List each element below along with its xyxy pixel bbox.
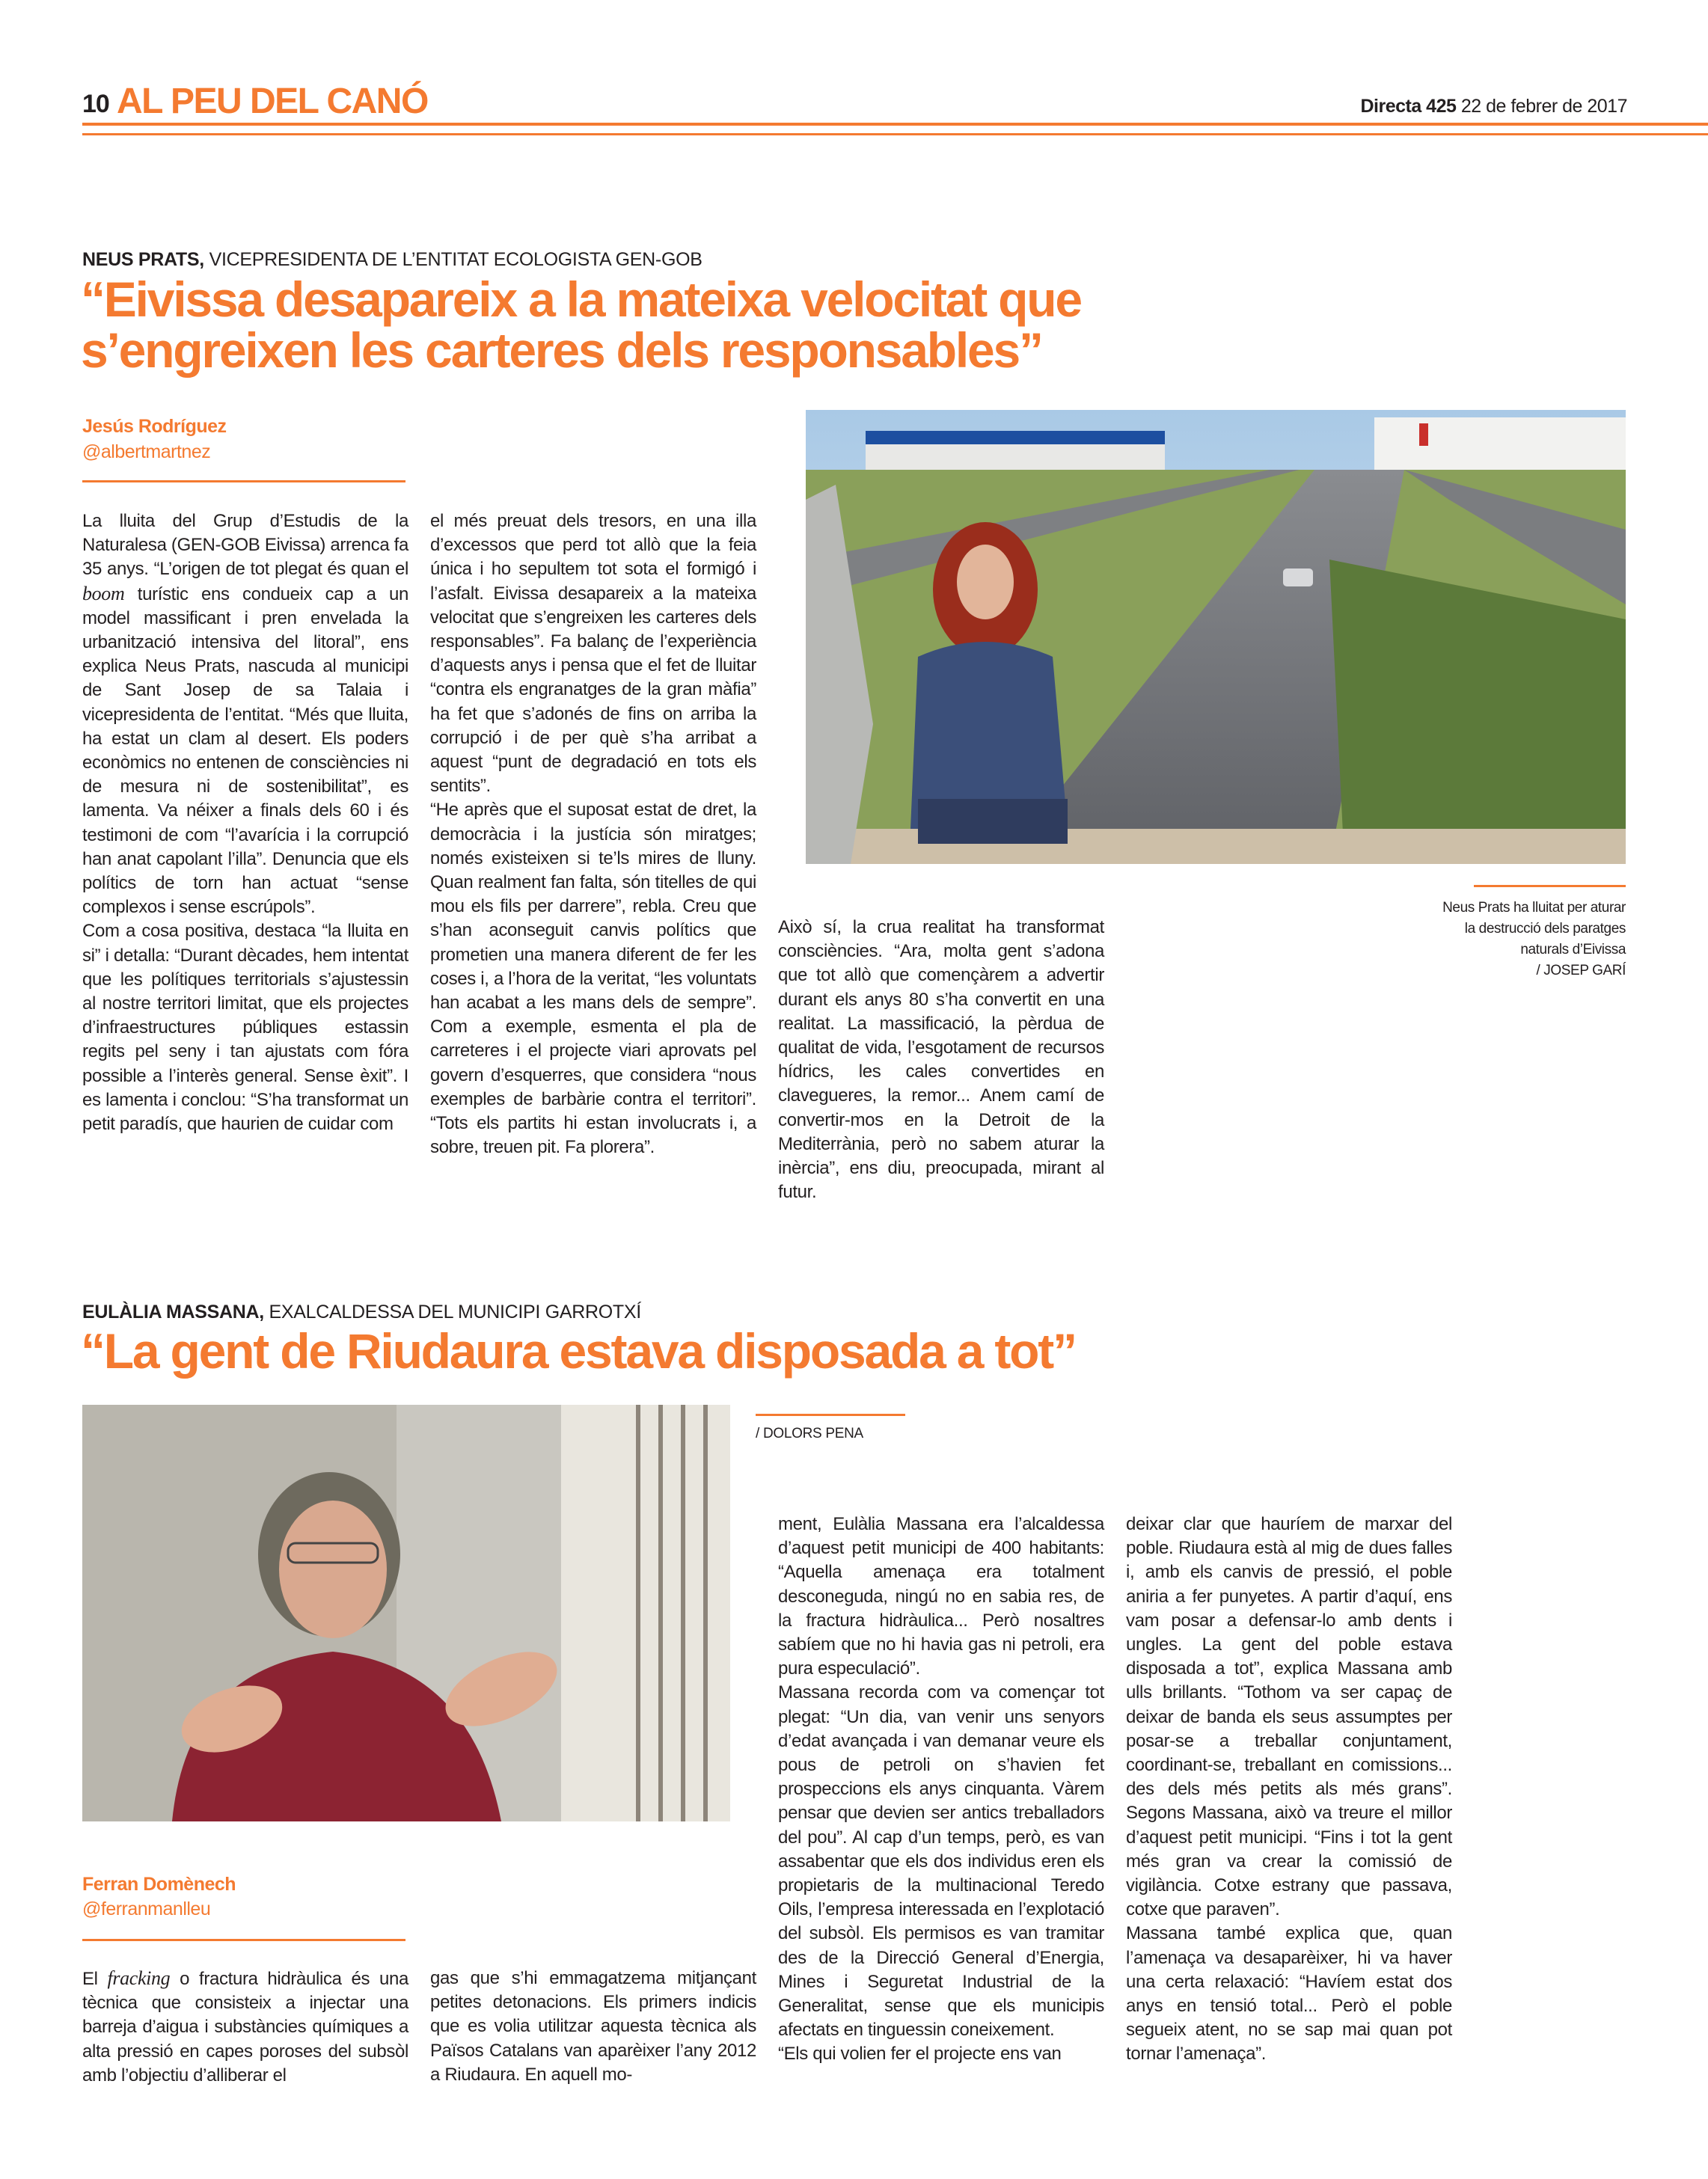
- paragraph: gas que s’hi emmagatzema mitjançant petites detonacions. Els primers indicis que es volia utilitzar aquesta tècnica als Països Catalans van aparèixer l’any 2012 a Riudaura. En aquell mo-: [430, 1968, 756, 2085]
- emphasis: boom: [82, 582, 125, 604]
- caption-divider: [1474, 885, 1626, 887]
- paragraph: el més preuat dels tresors, en una illa d’excessos que perd tot allò que la feia única i ho sepultem tot sota el formigó i l’asfalt. Eivissa desapareix a la mateixa velocitat que s’engreixen les carteres dels responsables”. Fa balanç de l’experiència d’aquests anys i pensa que el fet de lluitar “contra els engranatges de la gran màfia” ha fet que s’adonés de fins on arriba la corrupció i de per què s’ha arribat a aquest “punt de degradació en tots els sentits”.: [430, 511, 756, 797]
- article1-photo-caption: [1431, 898, 1626, 981]
- page-number: 10: [82, 90, 109, 118]
- paragraph: [82, 1967, 408, 2088]
- paragraph: Com a cosa positiva, destaca “la lluita en si” i detalla: “Durant dècades, hem intentat que les polítiques territorials s’ajustessin al nostre territori limitat, que els projectes d’infraestructures públiques estassin regits pel seny i tan ajustats com fóra possible a l’interès general. Sense èxit”. I es lamenta i conclou: “S’ha transformat un petit paradís, que haurien de cuidar com: [82, 921, 408, 1135]
- headline-line: “Eivissa desapareix a la mateixa velocitat que: [81, 272, 1081, 327]
- publication-name: Directa 425: [1360, 96, 1457, 117]
- article1-author-handle[interactable]: @albertmartnez: [82, 441, 211, 462]
- article1-column-1: [82, 509, 408, 1136]
- paragraph: deixar clar que hauríem de marxar del poble. Riudaura està al mig de dues falles i, amb els canvis de pressió, el poble aniria a fer punyetes. A partir d’aquí, ens vam posar a defensar-lo amb dents i ungles. La gent del poble estava disposada a tot”, explica Massana amb ulls brillants. “Tothom va ser capaç de deixar de banda els seus assumptes per posar-se a treballar conjuntament, coordinant-se, treballant en comissions... des dels més petits als més grans”. Segons Massana, això va treure el millor d’aquest petit municipi. “Fins i tot la gent més gran va crear la comissió de vigilància. Cotxe estrany que passava, cotxe que paraven”.: [1126, 1514, 1452, 1920]
- text: El: [82, 1969, 108, 1989]
- paragraph: “Els qui volien fer el projecte ens van: [778, 2044, 1062, 2065]
- issue-date: 22 de febrer de 2017: [1460, 96, 1627, 117]
- paragraph: Massana també explica que, quan l’amenaça va desaparèixer, hi va haver una certa relaxació: “Havíem estat dos anys en tensió total... Però el poble segueix atent, no se sap mai quan pot tornar l’amenaça”.: [1126, 1923, 1452, 2065]
- article2-column-1: [82, 1967, 408, 2088]
- interviewee-name: NEUS PRATS,: [82, 249, 204, 270]
- text: La lluita del Grup d’Estudis de la Naturalesa (GEN-GOB Eivissa) arrenca fa 35 anys. “L’origen de tot plegat és quan el: [82, 511, 408, 580]
- interviewee-role: EXALCALDESSA DEL MUNICIPI GARROTXÍ: [269, 1302, 641, 1323]
- article1-column-3: [778, 916, 1104, 1204]
- article1-photo: [806, 410, 1626, 864]
- interviewee-role: VICEPRESIDENTA DE L’ENTITAT ECOLOGISTA GEN-GOB: [209, 249, 703, 270]
- section-title: AL PEU DEL CANÓ: [117, 82, 428, 121]
- text: turístic ens condueix cap a un model massificant i pren envelada la urbanització intensiva del litoral”, ens explica Neus Prats, nascuda al municipi de Sant Josep de sa Talaia i vicepresidenta de l’entitat. “Més que lluita, ha estat un clam al desert. Els poders econòmics no entenen de consciències ni de mesura ni de sostenibilitat”, es lamenta. Va néixer a finals dels 60 i és testimoni de com “l’avarícia i la corrupció han anat capolant l’illa”. Denuncia que els polítics de torn han actuat “sense complexos i sense escrúpols”.: [82, 583, 408, 918]
- article2-photo: [82, 1405, 730, 1821]
- article2-author-handle[interactable]: @ferranmanlleu: [82, 1898, 211, 1919]
- author-divider: [82, 480, 405, 482]
- article2-headline: “La gent de Riudaura estava disposada a tot”: [81, 1323, 1076, 1379]
- article2-kicker: [82, 1302, 641, 1323]
- article2-photo-credit: / DOLORS PENA: [756, 1426, 863, 1441]
- paragraph: “He après que el suposat estat de dret, la democràcia i la justícia són miratges; només existeixen si te’ls mires de lluny. Quan realment fan falta, són titelles de qui mou els fils per darrere”, rebla. Creu que s’han aconseguit canvis polítics que prometien una manera diferent de fer les coses i, a l’hora de la veritat, “les voluntats han acabat a les mans dels de sempre”. Com a exemple, esmenta el pla de carreteres i el projecte viari aprovats pel govern d’esquerres, que considera “nous exemples de barbàrie contra el territori”. “Tots els partits hi estan involucrats i, a sobre, treuen pit. Fa plorera”.: [430, 800, 756, 1158]
- article1-author: Jesús Rodríguez: [82, 416, 227, 437]
- author-divider: [82, 1939, 405, 1941]
- headline-line: s’engreixen les carteres dels responsables”: [81, 322, 1042, 378]
- paragraph: Això sí, la crua realitat ha transformat consciències. “Ara, molta gent s’adona que tot allò que començàrem a advertir durant els anys 80 s’ha convertit en una realitat. La massificació, la pèrdua de qualitat de vida, l’esgotament de recursos hídrics, les cales convertides en clavegueres, la remor... Anem camí de convertir-mos en la Detroit de la Mediterrània, però no sabem aturar la inèrcia”, ens diu, preocupada, mirant al futur.: [778, 917, 1104, 1203]
- article2-column-2: [430, 1967, 756, 2087]
- paragraph: Massana recorda com va començar tot plegat: “Un dia, van venir uns senyors d’edat avançada i van demanar veure els pous de petroli on s’havien fet prospeccions els anys cinquanta. Vàrem pensar que devien ser antics treballadors del pou”. Al cap d’un temps, però, es van assabentar que els dos individus eren els propietaris de la multinacional Teredo Oils, l’empresa interessada en l’explotació del subsòl. Els permisos es van tramitar des de la Direcció General d’Energia, Mines i Seguretat Industrial de la Generalitat, sense que els municipis afectats en tinguessin coneixement.: [778, 1682, 1104, 2041]
- interviewee-name: EULÀLIA MASSANA,: [82, 1302, 264, 1323]
- article2-author: Ferran Domènech: [82, 1874, 236, 1895]
- header-rule-top: [82, 123, 1708, 126]
- text: o fractura hidràulica és una tècnica que consisteix a injectar una barreja d’aigua i substàncies químiques a alta pressió en capes poroses del subsòl amb l’objectiu d’alliberar el: [82, 1969, 408, 2085]
- caption-text: Neus Prats ha lluitat per aturar la destrucció dels paratges naturals d’Eivissa: [1442, 900, 1626, 957]
- photo-credit: / JOSEP GARÍ: [1536, 963, 1626, 978]
- article1-kicker: [82, 249, 703, 271]
- credit-divider: [756, 1414, 905, 1416]
- article2-column-4: [1126, 1513, 1452, 2067]
- article1-headline: [81, 274, 1081, 376]
- emphasis: fracking: [107, 1967, 171, 1989]
- header-rule-bottom: [82, 133, 1708, 135]
- paragraph: ment, Eulàlia Massana era l’alcaldessa d’aquest petit municipi de 400 habitants: “Aquella amenaça era totalment desconeguda, ningú no en sabia res, de la fractura hidràulica... Però nosaltres sabíem que no hi havia gas ni petroli, era pura especulació”.: [778, 1514, 1104, 1679]
- paragraph: [82, 509, 408, 919]
- issue-info: [1360, 96, 1627, 117]
- article1-column-2: [430, 509, 756, 1159]
- article2-column-3: [778, 1513, 1104, 2067]
